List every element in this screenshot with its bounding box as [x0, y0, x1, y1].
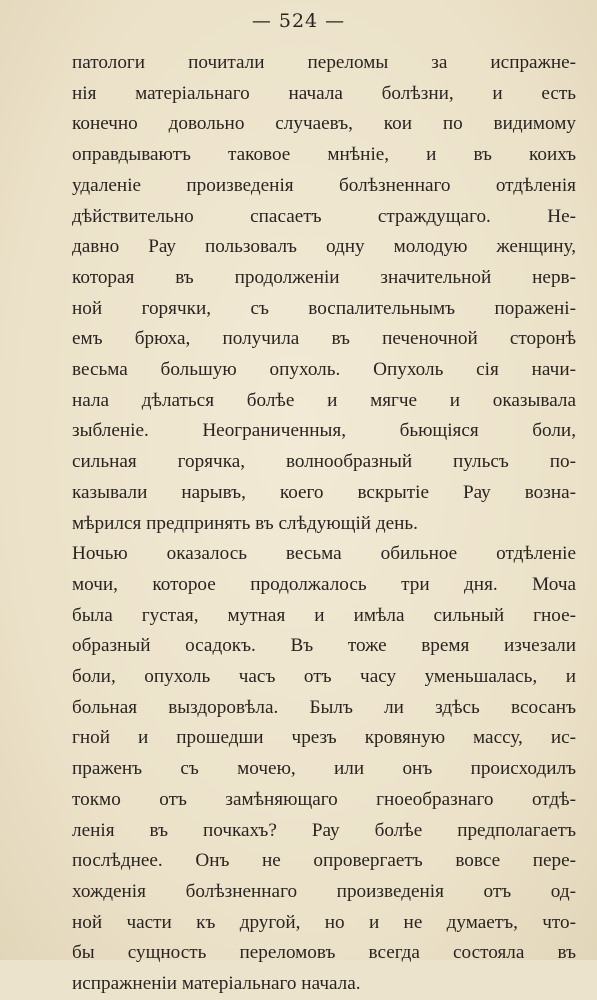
text-line: токмо отъ замѣняющаго гноеобразнаго отдѣ-	[72, 788, 576, 810]
text-line: зыбленіе. Неограниченныя, бьющіяся боли,	[72, 420, 576, 442]
text-line: хожденія болѣзненнаго произведенія отъ од-	[72, 880, 576, 902]
text-line: бы сущность переломовъ всегда состояла въ	[72, 942, 576, 964]
text-line: нія матеріальнаго начала болѣзни, и есть	[72, 82, 576, 104]
text-line: удаленіе произведенія болѣзненнаго отдѣленія	[72, 174, 576, 196]
text-line: нала дѣлаться болѣе и мягче и оказывала	[72, 389, 576, 411]
body-text	[72, 48, 576, 1000]
text-line: оправдываютъ таковое мнѣніе, и въ коихъ	[72, 144, 576, 166]
text-line: дѣйствительно спасаетъ страждущаго. Не-	[72, 205, 576, 227]
text-line: казывали нарывъ, коего вскрытіе Рау возна-	[72, 481, 576, 503]
text-line: которая въ продолженіи значительной нерв-	[72, 266, 576, 288]
text-line: Ночью оказалось весьма обильное отдѣленіе	[72, 543, 576, 565]
text-line: давно Рау пользовалъ одну молодую женщину,	[72, 236, 576, 258]
text-line: мѣрился предпринять въ слѣдующій день.	[72, 512, 418, 534]
text-line: больная выздоровѣла. Былъ ли здѣсь всосанъ	[72, 696, 576, 718]
text-line: образный осадокъ. Въ тоже время изчезали	[72, 635, 576, 657]
text-line: емъ брюха, получила въ печеночной сторонѣ	[72, 328, 576, 350]
text-line: испражненіи матеріальнаго начала.	[72, 973, 361, 995]
text-line: праженъ съ мочею, или онъ происходилъ	[72, 758, 576, 780]
text-line: патологи почитали переломы за испражне-	[72, 52, 576, 73]
text-line: конечно довольно случаевъ, кои по видимому	[72, 113, 576, 135]
text-line: мочи, которое продолжалось три дня. Моча	[72, 573, 576, 595]
text-line: весьма большую опухоль. Опухоль сія начи-	[72, 359, 576, 381]
text-line: была густая, мутная и имѣла сильный гное-	[72, 604, 576, 626]
text-line: ной части къ другой, но и не думаетъ, что-	[72, 911, 576, 933]
page-number: — 524 —	[251, 10, 346, 32]
text-line: ленія въ почкахъ? Рау болѣе предполагаетъ	[72, 819, 576, 841]
text-line: ной горячки, съ воспалительнымъ пораженi-	[72, 297, 576, 319]
text-line: сильная горячка, волнообразный пульсъ по-	[72, 451, 576, 473]
text-line: боли, опухоль часъ отъ часу уменьшалась, и	[72, 666, 576, 688]
text-line: послѣднее. Онъ не опровергаетъ вовсе пере-	[72, 850, 576, 872]
text-line: гной и прошедши чрезъ кровяную массу, ис-	[72, 727, 576, 749]
